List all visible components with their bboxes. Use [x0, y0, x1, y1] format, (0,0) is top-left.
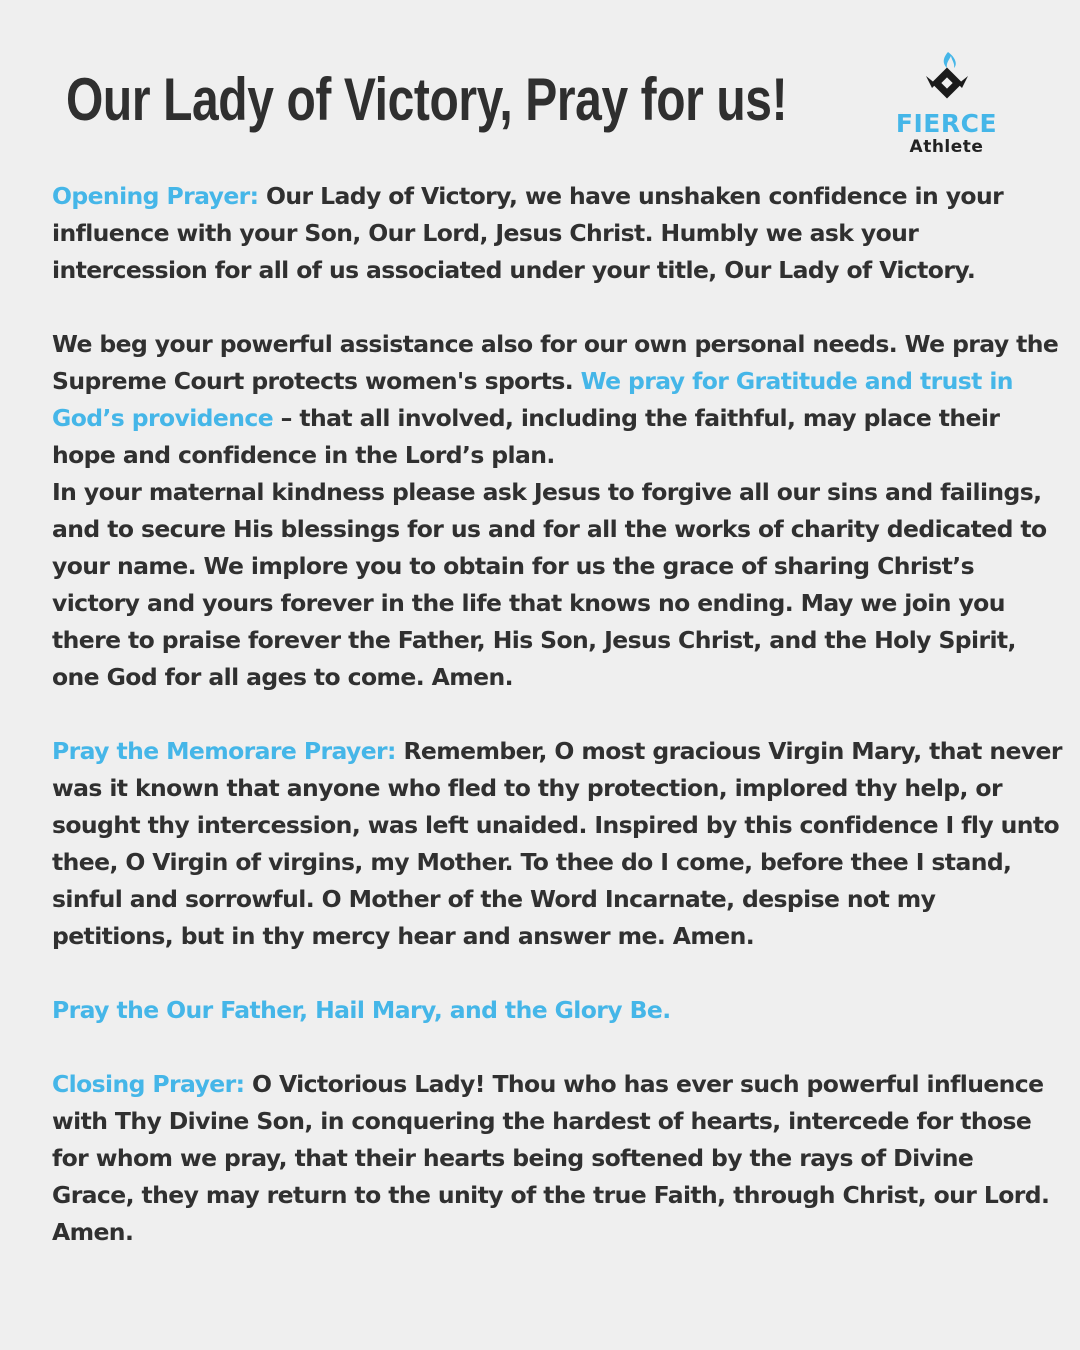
logo-brand-text: FIERCE: [895, 109, 998, 138]
closing-prayer-label: Closing Prayer:: [52, 1070, 245, 1098]
personal-needs-continuation: – that all involved, including the faithful, may place their hope and confidence in the Lord’s plan.: [52, 404, 1000, 469]
paragraph-spacer: [52, 1029, 1062, 1066]
personal-needs-paragraph: [52, 326, 1062, 474]
fierce-athlete-logo: [890, 50, 1005, 160]
gratitude-highlight: We pray for Gratitude and trust in God’s providence: [52, 367, 1013, 432]
our-father-instruction: Pray the Our Father, Hail Mary, and the Glory Be.: [52, 996, 671, 1024]
paragraph-spacer: [52, 955, 1062, 992]
memorare-label: Pray the Memorare Prayer:: [52, 737, 396, 765]
opening-prayer-label: Opening Prayer:: [52, 182, 259, 210]
closing-prayer: [52, 1066, 1062, 1251]
paragraph-spacer: [52, 289, 1062, 326]
personal-needs-text: We beg your powerful assistance also for our own personal needs. We pray the Supreme Court protects women's sports.: [52, 330, 1059, 395]
prayer-content: [52, 178, 1062, 1251]
page-title: Our Lady of Victory, Pray for us!: [66, 66, 788, 133]
opening-prayer-text: Our Lady of Victory, we have unshaken confidence in your influence with your Son, Our Lord, Jesus Christ. Humbly we ask your intercession for all of us associated under your title, Our Lady of Victory.: [52, 182, 1004, 284]
memorare-text: Remember, O most gracious Virgin Mary, that never was it known that anyone who fled to thy protection, implored thy help, or sought thy intercession, was left unaided. Inspired by this confidence I fly unto thee, O Virgin of virgins, my Mother. To thee do I come, before thee I stand, sinful and sorrowful. O Mother of the Word Incarnate, despise not my petitions, but in thy mercy hear and answer me. Amen.: [52, 737, 1062, 950]
maternal-kindness-paragraph: In your maternal kindness please ask Jesus to forgive all our sins and failings, and to secure His blessings for us and for all the works of charity dedicated to your name. We implore you to obtain for us the grace of sharing Christ’s victory and yours forever in the life that knows no ending. May we join you there to praise forever the Father, His Son, Jesus Christ, and the Holy Spirit, one God for all ages to come. Amen.: [52, 478, 1047, 691]
memorare-prayer: [52, 733, 1062, 955]
logo-sub-text: Athlete: [909, 137, 984, 157]
opening-prayer: [52, 178, 1062, 289]
closing-prayer-text: O Victorious Lady! Thou who has ever such powerful influence with Thy Divine Son, in conquering the hardest of hearts, intercede for those for whom we pray, that their hearts being softened by the rays of Divine Grace, they may return to the unity of the true Faith, through Christ, our Lord. Amen.: [52, 1070, 1050, 1246]
paragraph-spacer: [52, 696, 1062, 733]
flame-crest-icon: [918, 50, 976, 108]
